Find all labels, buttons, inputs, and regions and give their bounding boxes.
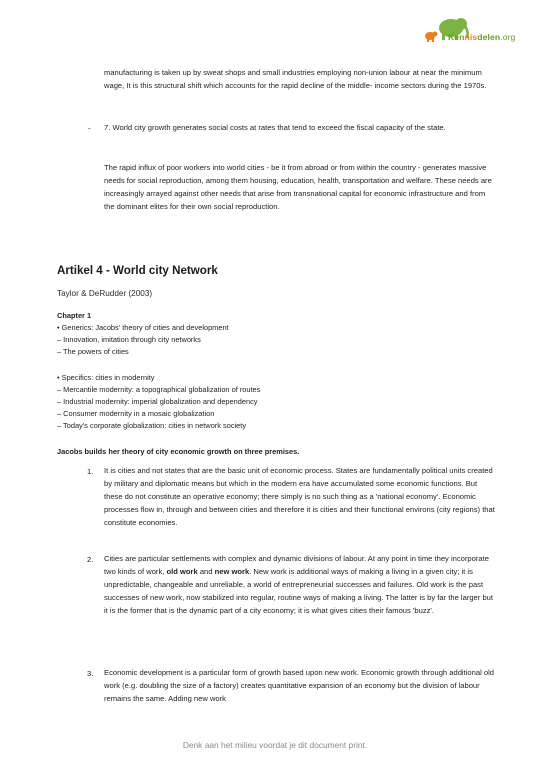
logo-text-delen: delen bbox=[477, 32, 501, 42]
logo-text-nis: nis bbox=[464, 32, 478, 42]
kennisdelen-logo[interactable] bbox=[418, 14, 538, 48]
chapter-title: Chapter 1 bbox=[57, 311, 92, 320]
outline-line: – Innovation, imitation through city networks bbox=[57, 334, 201, 344]
premise-2-text-part: . New work is additional ways of making a living in a given city; it is unpredictable, changeable and unreliable, a world of entrepreneurial successes and failures. Old work is the past successes of new work, now stabilized into regular, routine ways of making a living. The latter is by far the larger but it is the former that is the dynamic part of a city economy; it is what gives cities their famous 'buzz'. bbox=[104, 566, 494, 615]
page-footer: Denk aan het milieu voordat je dit document print. bbox=[182, 740, 368, 750]
old-work-term: old work bbox=[166, 566, 198, 576]
item7-paragraph: 7. World city growth generates social costs at rates that tend to exceed the fiscal capacity of the state. bbox=[104, 123, 446, 132]
intro-paragraph: manufacturing is taken up by sweat shops and small industries employing non-union labour at near the minimum wage, It is this structural shift which accounts for the rapid decline of the middle- income sectors during the 1970s. bbox=[104, 68, 487, 90]
premise-number: 1. bbox=[87, 467, 94, 476]
outline-line: – Consumer modernity in a mosaic globalization bbox=[57, 408, 215, 418]
item7-dash: - bbox=[88, 124, 91, 133]
premise-number: 3. bbox=[87, 669, 94, 678]
outline-line: – Mercantile modernity: a topographical globalization of routes bbox=[57, 384, 261, 394]
chapter-outline bbox=[57, 310, 229, 358]
premise-3-text: Economic development is a particular form of growth based upon new work. Economic growth through additional old work (e.g. doubling the size of a factory) creates quantitative expansion of an economy but the division of labour remains the same. Adding new work bbox=[104, 668, 495, 703]
logo-wordmark bbox=[448, 32, 515, 42]
logo-text-ken: Ken bbox=[448, 32, 465, 42]
premise-1-text: It is cities and not states that are the basic unit of economic process. States are fundamentally political units created by military and diplomatic means but which in the modern era have accumulated some economic functions. But these do not constitute an operative economy; there simply is no such thing as a 'national economy'. Economic processes flow in, through and between cities and therefore it is cities and their functional environs (city regions) that constitute economies. bbox=[104, 466, 495, 527]
outline-line: • Specifics: cities in modernity bbox=[57, 373, 155, 382]
article-heading: Artikel 4 - World city Network bbox=[57, 264, 218, 277]
premise-number: 2. bbox=[87, 555, 94, 564]
outline-line: – Industrial modernity: imperial globalization and dependency bbox=[57, 396, 258, 406]
influx-paragraph: The rapid influx of poor workers into world cities - be it from abroad or from within the country - generates massive needs for social reproduction, among them housing, education, health, transportation and welfare. These needs are increasingly arrayed against other needs that arise from transnational capital for economic infrastructure and from the dominant elites for their own social reproduction. bbox=[104, 163, 492, 211]
premise-2-text-part: Cities are particular settlements with complex and dynamic divisions of labour. At any point in time they incorporate two kinds of work, bbox=[104, 554, 489, 576]
premises-heading: Jacobs builds her theory of city economic growth on three premises. bbox=[57, 447, 300, 456]
article-author: Taylor & DeRudder (2003) bbox=[57, 289, 153, 298]
logo-text-org: .org bbox=[500, 32, 516, 42]
outline-line: – Today's corporate globalization: cities in network society bbox=[57, 420, 247, 430]
chapter-outline-specifics bbox=[57, 372, 260, 432]
new-work-term: new work bbox=[214, 566, 250, 576]
outline-line: • Generics: Jacobs' theory of cities and development bbox=[57, 322, 229, 332]
outline-line: – The powers of cities bbox=[57, 346, 129, 356]
premise-2-text-part: and bbox=[197, 566, 215, 576]
premise-2-text bbox=[104, 553, 496, 618]
